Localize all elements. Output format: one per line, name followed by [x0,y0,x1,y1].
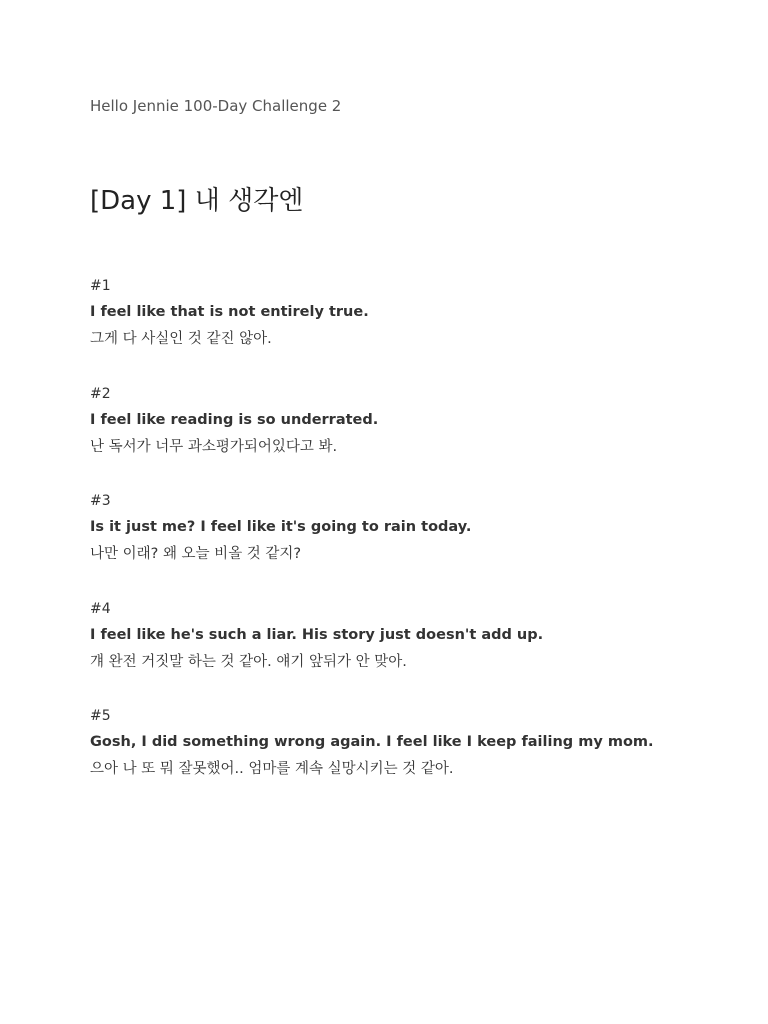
entry-korean-translation: 난 독서가 너무 과소평가되어있다고 봐. [90,438,338,455]
entry-english-sentence: I feel like he's such a liar. His story just doesn't add up. [90,626,544,643]
phrase-entry-1 [90,276,710,384]
document-subtitle: Hello Jennie 100-Day Challenge 2 [90,97,342,115]
entry-english-sentence: Is it just me? I feel like it's going to rain today. [90,519,472,535]
entry-number: #4 [90,600,111,617]
entry-english-sentence: I feel like that is not entirely true. [90,304,369,320]
entry-korean-translation: 걔 완전 거짓말 하는 것 같아. 얘기 앞뒤가 안 맞아. [90,653,407,670]
page-title: [Day 1] 내 생각엔 [90,186,304,216]
entry-english-sentence: Gosh, I did something wrong again. I feel like I keep failing my mom. [90,734,654,750]
phrase-list [90,276,710,814]
entry-korean-translation: 나만 이래? 왜 오늘 비올 것 같지? [90,546,302,562]
phrase-entry-2 [90,384,710,492]
phrase-entry-5 [90,706,710,814]
phrase-entry-3 [90,491,710,599]
entry-english-sentence: I feel like reading is so underrated. [90,411,379,428]
entry-korean-translation: 그게 다 사실인 것 같진 않아. [90,331,272,347]
entry-number: #5 [90,708,111,724]
entry-number: #1 [90,278,111,294]
phrase-entry-4 [90,599,710,707]
entry-number: #3 [90,493,111,509]
entry-number: #2 [90,385,111,402]
entry-korean-translation: 으아 나 또 뭐 잘못했어.. 엄마를 계속 실망시키는 것 같아. [90,761,454,777]
